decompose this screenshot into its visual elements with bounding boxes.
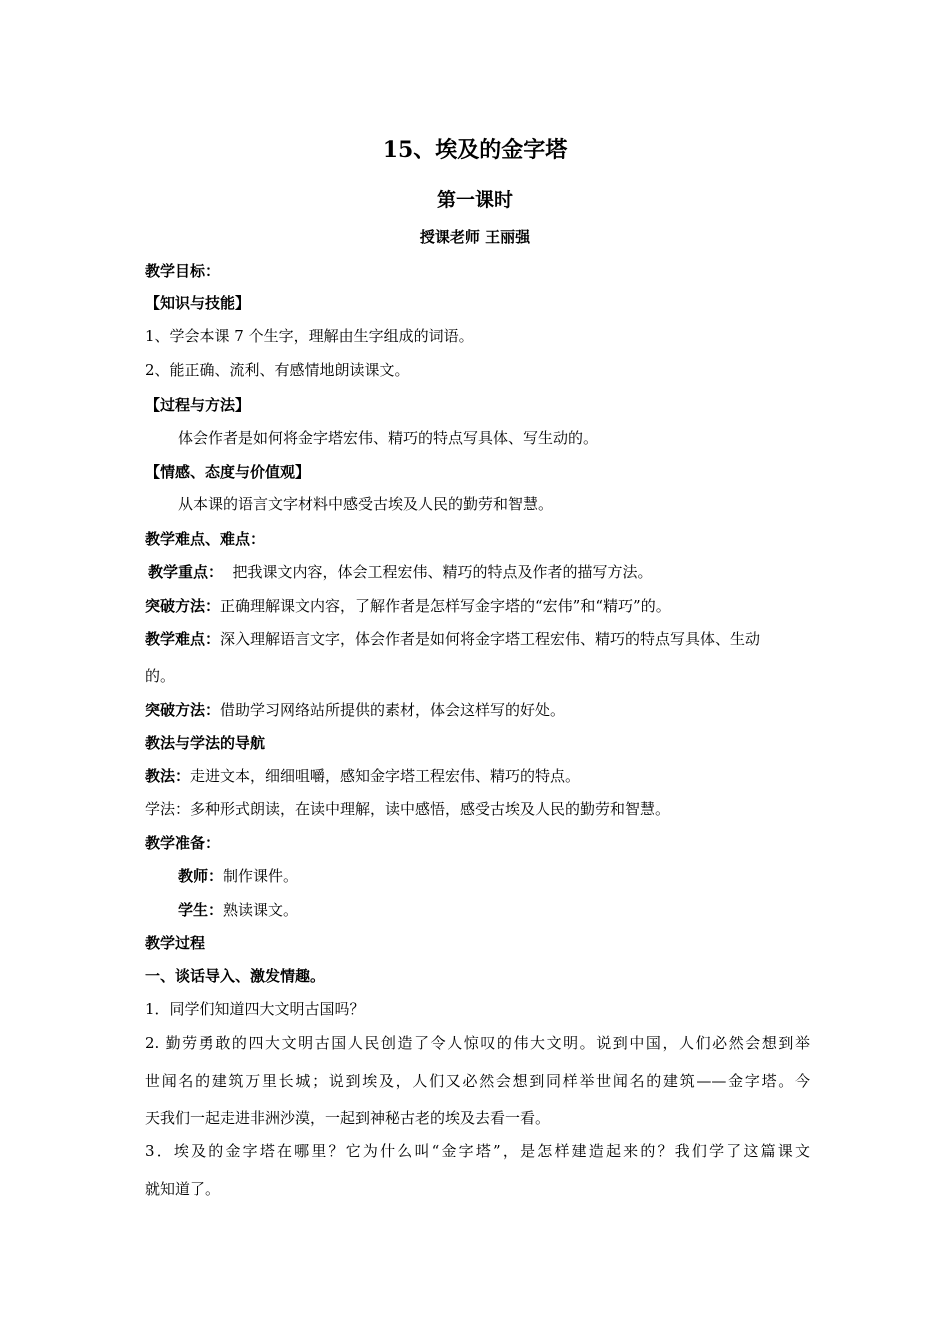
prep-student-label: 学生： [178,901,224,919]
breakthrough-2 [145,700,810,720]
prep-teacher [178,866,843,886]
emotion-heading: 【情感、态度与价值观】 [145,463,311,481]
process-item-2-line-1: 2. 勤劳勇敢的四大文明古国人民创造了令人惊叹的伟大文明。说到中国，人们必然会想到举 [145,1034,810,1052]
difficult-point-cont: 的。 [145,667,176,685]
knowledge-heading: 【知识与技能】 [145,294,251,312]
process-heading: 【过程与方法】 [145,396,251,414]
process-section-heading: 教学过程 [145,934,206,952]
prep-student [178,900,843,920]
process-item-3-line-2: 就知道了。 [145,1180,221,1198]
knowledge-item-1: 1、学会本课 7 个生字，理解由生字组成的词语。 [145,327,474,345]
teaching-method-label: 教法： [145,767,191,785]
breakthrough-1 [145,596,810,616]
preparation-heading: 教学准备： [145,834,221,852]
difficult-point-label: 教学难点： [145,630,221,648]
teacher-line: 授课老师 王丽强 [419,228,531,246]
breakthrough-1-label: 突破方法： [145,597,221,615]
process-item-3-line-1: 3．埃及的金字塔在哪里？它为什么叫“金字塔”，是怎样建造起来的？我们学了这篇课文 [145,1142,810,1160]
prep-teacher-text: 制作课件。 [223,867,299,885]
key-point-label: 教学重点： [148,563,224,581]
breakthrough-2-text: 借助学习网络站所提供的素材，体会这样写的好处。 [220,701,566,719]
learning-method: 学法：多种形式朗读，在读中理解，读中感悟，感受古埃及人民的勤劳和智慧。 [145,800,671,818]
teaching-method [145,766,810,786]
process-item-1: 1．同学们知道四大文明古国吗？ [145,1000,365,1018]
teaching-method-text: 走进文本，细细咀嚼，感知金字塔工程宏伟、精巧的特点。 [190,767,581,785]
lesson-subtitle: 第一课时 [436,189,513,211]
section-1-heading: 一、谈话导入、激发情趣。 [145,967,326,985]
key-point-text: 把我课文内容，体会工程宏伟、精巧的特点及作者的描写方法。 [223,563,653,581]
page-title: 15、埃及的金字塔 [382,137,568,163]
breakthrough-1-text: 正确理解课文内容，了解作者是怎样写金字塔的“宏伟”和“精巧”的。 [220,597,671,615]
prep-teacher-label: 教师： [178,867,224,885]
difficulties-heading: 教学难点、难点： [145,530,266,548]
process-text: 体会作者是如何将金字塔宏伟、精巧的特点写具体、写生动的。 [178,429,599,447]
objectives-heading: 教学目标： [145,262,221,280]
difficult-point-text: 深入理解语言文字，体会作者是如何将金字塔工程宏伟、精巧的特点写具体、生动 [220,630,761,648]
methods-heading: 教法与学法的导航 [145,734,266,752]
emotion-text: 从本课的语言文字材料中感受古埃及人民的勤劳和智慧。 [178,495,554,513]
prep-student-text: 熟读课文。 [223,901,299,919]
key-point [148,562,813,582]
process-item-2-line-3: 天我们一起走进非洲沙漠，一起到神秘古老的埃及去看一看。 [145,1109,551,1127]
breakthrough-2-label: 突破方法： [145,701,221,719]
knowledge-item-2: 2、能正确、流利、有感情地朗读课文。 [145,361,410,379]
difficult-point [145,629,810,649]
process-item-2-line-2: 世闻名的建筑万里长城；说到埃及，人们又必然会想到同样举世闻名的建筑——金字塔。今 [145,1072,810,1090]
